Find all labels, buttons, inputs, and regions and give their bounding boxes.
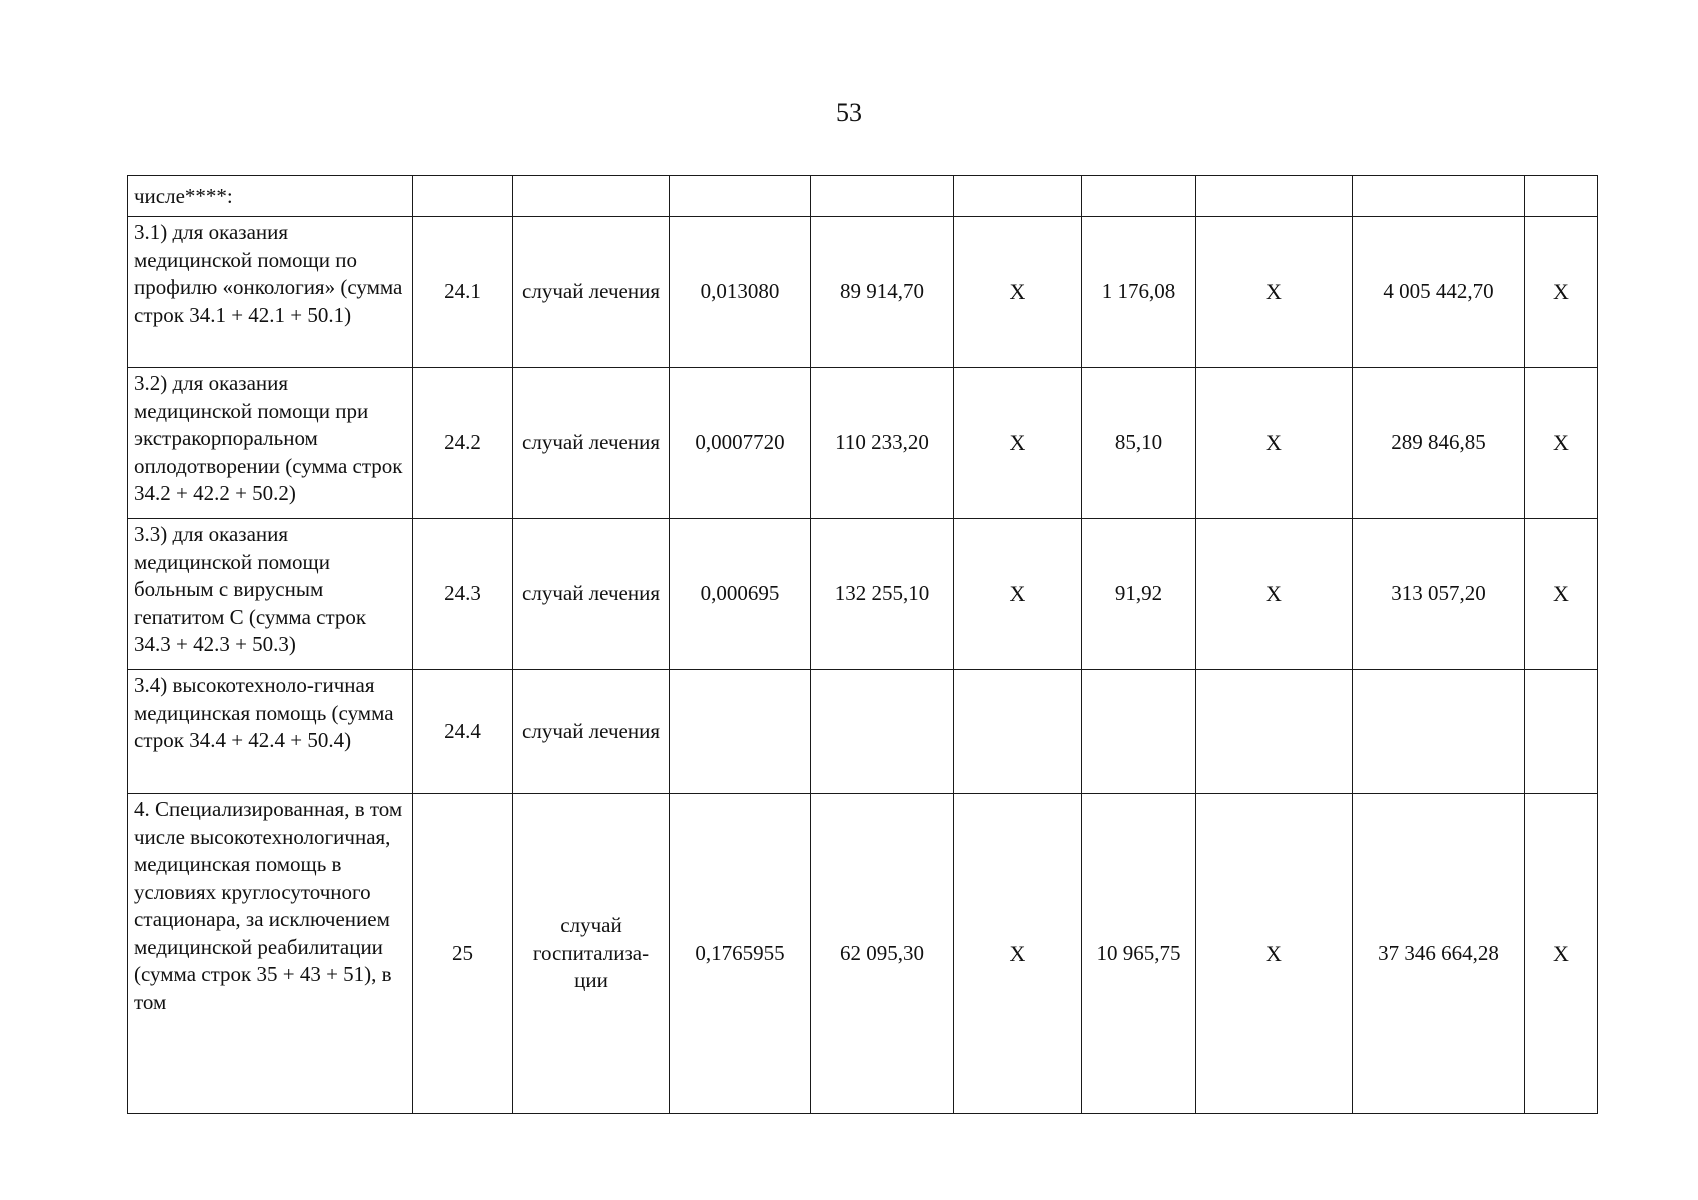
row-description: числе****:: [128, 176, 413, 217]
row-per-capita: [1082, 176, 1196, 217]
table-row: [128, 794, 1598, 1114]
row-unit: [513, 176, 670, 217]
row-cost: [811, 670, 954, 794]
row-code: 24.4: [413, 670, 513, 794]
row-col10: [1525, 670, 1598, 794]
row-per-capita: [1082, 670, 1196, 794]
row-description: 4. Специализированная, в том числе высокотехнологичная, медицинская помощь в условиях круглосуточного стационара, за исключением медицинской реабилитации (сумма строк 35 + 43 + 51), в том: [128, 794, 413, 1114]
row-col6: X: [954, 794, 1082, 1114]
row-description: 3.4) высокотехноло-гичная медицинская помощь (сумма строк 34.4 + 42.4 + 50.4): [128, 670, 413, 794]
row-per-capita: 85,10: [1082, 368, 1196, 519]
row-total: 289 846,85: [1353, 368, 1525, 519]
row-unit: случай лечения: [513, 368, 670, 519]
row-description: 3.1) для оказания медицинской помощи по профилю «онкология» (сумма строк 34.1 + 42.1 + 50.1): [128, 217, 413, 368]
row-volume: [670, 670, 811, 794]
row-code: 24.2: [413, 368, 513, 519]
row-cost: [811, 176, 954, 217]
row-col8: X: [1196, 368, 1353, 519]
row-col6: X: [954, 519, 1082, 670]
row-code: 25: [413, 794, 513, 1114]
table-row: [128, 176, 1598, 217]
row-unit: случай госпитализа-ции: [513, 794, 670, 1114]
row-volume: 0,000695: [670, 519, 811, 670]
data-table: [127, 175, 1598, 1114]
row-col6: X: [954, 368, 1082, 519]
table-row: [128, 519, 1598, 670]
row-col8: [1196, 670, 1353, 794]
row-cost: 89 914,70: [811, 217, 954, 368]
row-description: 3.3) для оказания медицинской помощи больным с вирусным гепатитом С (сумма строк 34.3 + 42.3 + 50.3): [128, 519, 413, 670]
row-cost: 132 255,10: [811, 519, 954, 670]
row-volume: 0,1765955: [670, 794, 811, 1114]
row-col8: [1196, 176, 1353, 217]
row-col8: X: [1196, 794, 1353, 1114]
row-unit: случай лечения: [513, 519, 670, 670]
row-col8: X: [1196, 217, 1353, 368]
row-col10: X: [1525, 519, 1598, 670]
row-total: [1353, 176, 1525, 217]
row-volume: [670, 176, 811, 217]
row-per-capita: 10 965,75: [1082, 794, 1196, 1114]
row-col6: [954, 176, 1082, 217]
row-col10: X: [1525, 368, 1598, 519]
row-code: [413, 176, 513, 217]
row-code: 24.3: [413, 519, 513, 670]
row-description: 3.2) для оказания медицинской помощи при экстракорпоральном оплодотворении (сумма строк 34.2 + 42.2 + 50.2): [128, 368, 413, 519]
row-col10: X: [1525, 794, 1598, 1114]
row-total: 37 346 664,28: [1353, 794, 1525, 1114]
row-volume: 0,013080: [670, 217, 811, 368]
table-row: [128, 670, 1598, 794]
row-cost: 62 095,30: [811, 794, 954, 1114]
row-col8: X: [1196, 519, 1353, 670]
row-cost: 110 233,20: [811, 368, 954, 519]
row-unit: случай лечения: [513, 670, 670, 794]
row-col6: X: [954, 217, 1082, 368]
table-row: [128, 217, 1598, 368]
row-col10: [1525, 176, 1598, 217]
row-col10: X: [1525, 217, 1598, 368]
row-code: 24.1: [413, 217, 513, 368]
row-col6: [954, 670, 1082, 794]
table-row: [128, 368, 1598, 519]
row-volume: 0,0007720: [670, 368, 811, 519]
row-per-capita: 91,92: [1082, 519, 1196, 670]
row-unit: случай лечения: [513, 217, 670, 368]
row-per-capita: 1 176,08: [1082, 217, 1196, 368]
row-total: 4 005 442,70: [1353, 217, 1525, 368]
page-number: 53: [836, 98, 862, 127]
row-total: 313 057,20: [1353, 519, 1525, 670]
row-total: [1353, 670, 1525, 794]
